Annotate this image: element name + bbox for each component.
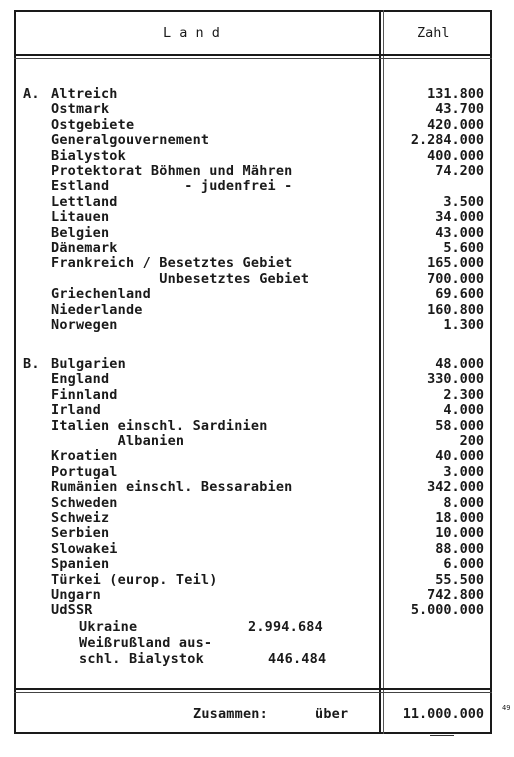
total-label: Zusammen: — [193, 706, 268, 722]
row-land: Kroatien — [51, 448, 118, 465]
udssr-sub-land: Ukraine — [79, 619, 138, 635]
row-zahl: 3.000 — [443, 463, 484, 480]
row-zahl: 5.000.000 — [410, 602, 484, 619]
total-value: 11.000.000 — [402, 706, 484, 722]
header-rule — [14, 54, 492, 56]
row-land: Unbesetztes Gebiet — [51, 270, 310, 287]
row-land: Generalgouvernement — [51, 132, 210, 149]
row-land: Portugal — [51, 463, 118, 480]
row-zahl: 420.000 — [427, 116, 484, 133]
row-zahl: 43.700 — [435, 101, 484, 118]
udssr-sub-land: schl. Bialystok — [79, 651, 204, 667]
row-zahl: 74.200 — [435, 163, 484, 179]
row-land: Dänemark — [51, 240, 118, 256]
row-land: UdSSR — [51, 602, 93, 619]
row-zahl: 342.000 — [427, 479, 484, 496]
header-land: L a n d — [163, 25, 220, 41]
row-zahl: 131.800 — [427, 86, 484, 102]
section-a-label: A. — [23, 86, 40, 102]
row-land: Irland — [51, 402, 101, 419]
row-zahl: 69.600 — [435, 286, 484, 303]
row-zahl: 3.500 — [443, 193, 484, 210]
column-divider — [379, 10, 381, 734]
row-land: Protektorat Böhmen und Mähren — [51, 163, 293, 179]
row-land: Altreich — [51, 86, 118, 102]
row-land: Ostgebiete — [51, 116, 135, 133]
row-land: Türkei (europ. Teil) — [51, 571, 218, 588]
page-number: 49 — [502, 704, 511, 712]
stamp-mark — [430, 735, 454, 736]
row-land: Niederlande — [51, 301, 143, 318]
row-zahl: 2.284.000 — [410, 132, 484, 149]
row-land: Litauen — [51, 209, 110, 226]
row-zahl: 400.000 — [427, 147, 484, 164]
row-zahl: 58.000 — [435, 417, 484, 434]
row-land: Schweiz — [51, 510, 110, 526]
row-zahl: 43.000 — [435, 224, 484, 241]
row-zahl: 8.000 — [443, 494, 484, 511]
row-land: Slowakei — [51, 540, 118, 557]
row-land: England — [51, 371, 110, 388]
row-zahl: 160.800 — [427, 301, 484, 318]
row-land: Ostmark — [51, 101, 110, 118]
row-land: Griechenland — [51, 286, 151, 303]
row-land: Schweden — [51, 494, 118, 511]
row-zahl: 88.000 — [435, 540, 484, 557]
row-land: Frankreich / Besetztes Gebiet — [51, 255, 293, 272]
row-zahl: 330.000 — [427, 371, 484, 388]
row-zahl: 48.000 — [435, 356, 484, 372]
udssr-sub-zahl: 446.484 — [268, 651, 327, 667]
header-zahl: Zahl — [417, 25, 450, 41]
row-zahl: 18.000 — [435, 510, 484, 526]
row-land: Belgien — [51, 224, 110, 241]
row-zahl: 165.000 — [427, 255, 484, 272]
row-land: Serbien — [51, 525, 110, 542]
row-zahl: 34.000 — [435, 209, 484, 226]
row-zahl: 700.000 — [427, 270, 484, 287]
row-land: Rumänien einschl. Bessarabien — [51, 479, 293, 496]
row-zahl: 200 — [459, 433, 484, 449]
header-rule-inner — [14, 58, 492, 59]
row-zahl: 10.000 — [435, 525, 484, 542]
row-zahl: 40.000 — [435, 448, 484, 465]
row-land: Ungarn — [51, 587, 101, 603]
udssr-sub-zahl: 2.994.684 — [248, 619, 323, 635]
row-land: Norwegen — [51, 317, 118, 333]
row-land: Estland - judenfrei - — [51, 178, 293, 195]
total-rule — [14, 688, 492, 690]
row-land: Italien einschl. Sardinien — [51, 417, 268, 434]
row-zahl: 4.000 — [443, 402, 484, 419]
row-land: Spanien — [51, 556, 110, 573]
row-zahl: 742.800 — [427, 587, 484, 603]
row-land: Finnland — [51, 386, 118, 403]
row-zahl: 5.600 — [443, 240, 484, 256]
row-zahl: 1.300 — [443, 317, 484, 333]
total-over: über — [315, 706, 349, 722]
row-land: Bulgarien — [51, 356, 126, 372]
column-divider-inner — [383, 10, 384, 734]
row-land: Albanien — [51, 433, 185, 449]
section-b-label: B. — [23, 356, 40, 372]
row-land: Bialystok — [51, 147, 126, 164]
row-zahl: 55.500 — [435, 571, 484, 588]
row-land: Lettland — [51, 193, 118, 210]
udssr-sub-land: Weißrußland aus- — [79, 635, 213, 651]
row-zahl: 2.300 — [443, 386, 484, 403]
row-zahl: 6.000 — [443, 556, 484, 573]
total-rule-inner — [14, 692, 492, 693]
